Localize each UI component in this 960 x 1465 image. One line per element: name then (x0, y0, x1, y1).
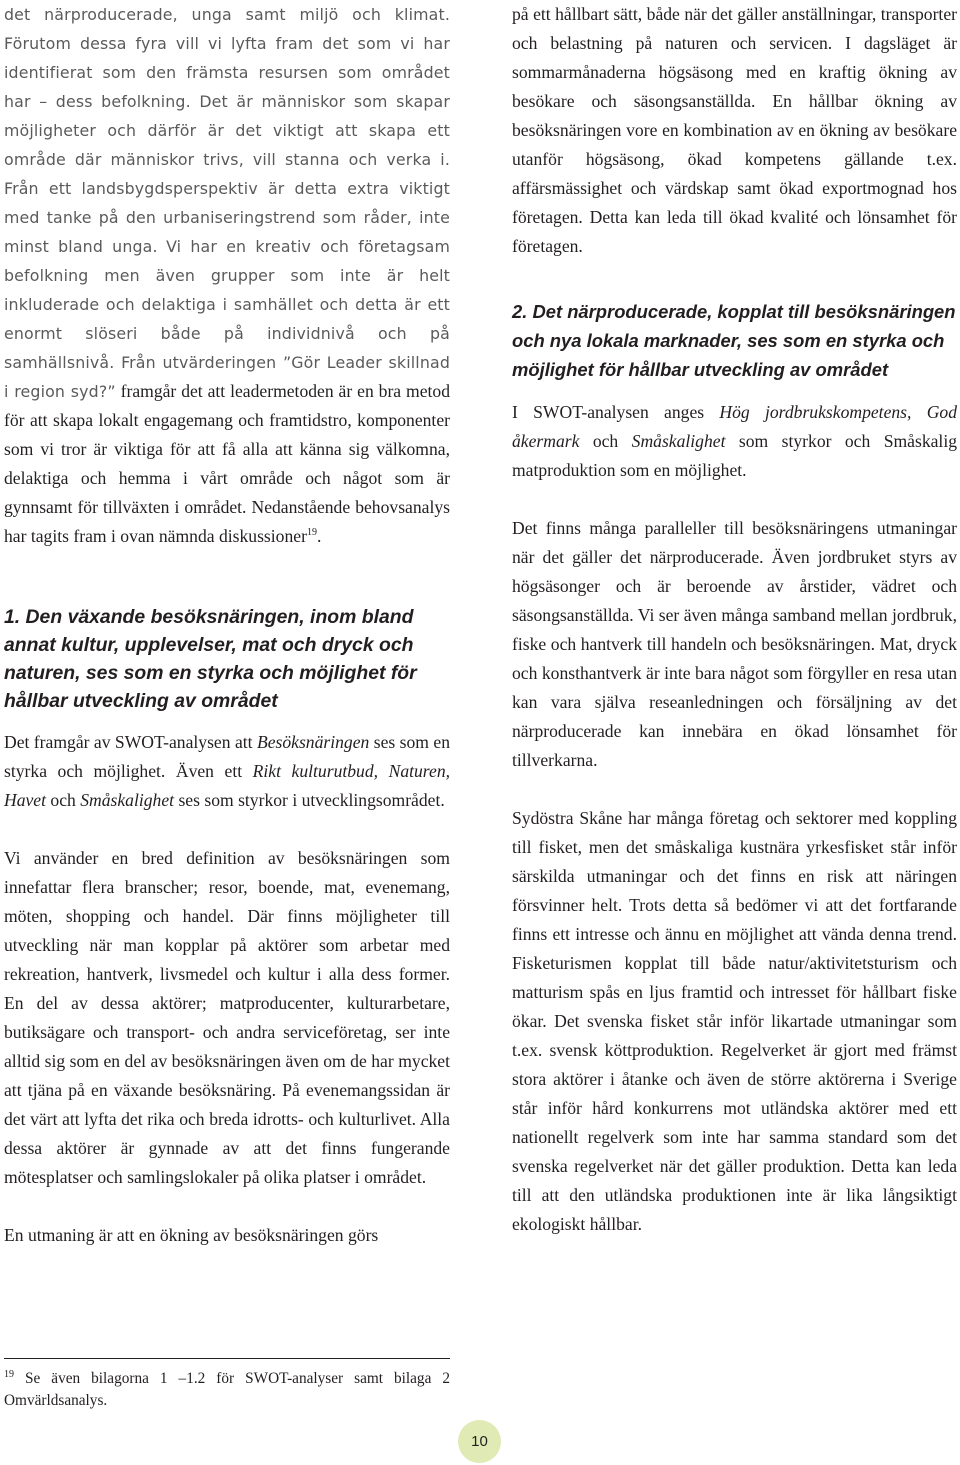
intro-text-end: . (316, 526, 322, 546)
text-run: ses som styrkor i utvecklingsområdet. (174, 790, 445, 810)
italic-term: Småskalighet (80, 790, 175, 810)
page-number-badge: 10 (458, 1420, 501, 1463)
italic-term: Rikt kulturutbud, Naturen, Havet (4, 761, 451, 810)
footnote-text: Se även bilagorna 1 –1.2 för SWOT-analyser samt bilaga 2 Omvärldsanalys. (4, 1370, 451, 1409)
text-run: ses som en styrka och möjlighet. Även ett (4, 732, 450, 781)
text-run: I SWOT-analysen anges (512, 402, 720, 422)
intro-paragraph (4, 0, 450, 551)
text-run: och (579, 431, 632, 451)
intro-text-a: det närproducerade, unga samt miljö och klimat. Förutom dessa fyra vill vi lyfta fram det som vi har identifierat som den främsta resursen som området har – dess befolkning. Det är människor som skapar möjligheter och därför är det viktigt att skapa ett område där människor trivs, vill stanna och verka i. (4, 5, 450, 169)
section1-paragraph-2: Vi använder en bred definition av besöksnäringen som innefattar flera branscher; resor, boende, mat, evenemang, möten, shopping och handel. Där finns möjligheter till utveckling när man kopplar på aktörer som arbetar med rekreation, hantverk, livsmedel och kultur i alla dess former. En del av dessa aktörer; matproducenter, kulturarbetare, butiksägare och transport- och andra serviceföretag, ser inte alltid sig som en del av besöksnäringen även om de har mycket att tjäna på en växande besöksnäring. På evenemangssidan är det värt att lyfta det rika och breda idrotts- och kulturlivet. Alla dessa aktörer är gynnade av att det finns fungerande mötesplatser och samlingslokaler på olika platser i området. (4, 848, 450, 1187)
section2-paragraph-2: Det finns många paralleller till besöksnäringens utmaningar när det gäller det närproducerade. Även jordbruket styrs av högsäsonger och är beroende av årstider, vädret och säsongsanställda. Vi ser även många samband mellan jordbruk, fiske och hantverk till handeln och besöksnäringen. Mat, dryck och konsthantverk är inte bara något som förgyller en resa utan kan vara själva reseanledningen och försäljning av det närproducerade kan innebära en ökad lönsamhet för tillverkarna. (512, 518, 957, 770)
right-column (512, 0, 957, 1239)
text-run: och (46, 790, 81, 810)
section-heading-2: 2. Det närproducerade, kopplat till besöksnäringen och nya lokala marknader, ses som en styrka och möjlighet för hållbar utveckling av området (512, 301, 956, 380)
intro-text-b: Från ett landsbygdsperspektiv är detta extra viktigt med tanke på den urbaniseringstrend som råder, inte minst bland unga. (4, 179, 450, 256)
section1-paragraph-1 (4, 728, 450, 815)
section1-paragraph-3: En utmaning är att en ökning av besöksnäringen görs (4, 1225, 379, 1245)
section-heading-1: 1. Den växande besöksnäringen, inom bland annat kultur, upplevelser, mat och dryck och naturen, ses som en styrka och möjlighet för hållbar utveckling av området (4, 606, 417, 712)
text-run: som styrkor och Småskalig matproduktion som en möjlighet. (512, 431, 957, 480)
footnote (4, 1364, 450, 1412)
section2-paragraph-1 (512, 398, 957, 485)
text-run: Det framgår av SWOT-analysen att (4, 732, 257, 752)
section2-paragraph-3: Sydöstra Skåne har många företag och sektorer med koppling till fisket, men det småskaliga kustnära yrkesfisket står inför särskilda utmaningar och det finns en risk att näringen försvinner helt. Trots detta så bedömer vi att det fortfarande finns ett intresse och ännu en möjlighet att vända denna trend. Fisketurismen kopplat till både natur/aktivitetsturism och matturism spås en ljus framtid och intresset för hållbart fiske ökar. Det svenska fisket står inför likartade utmaningar som t.ex. svensk köttproduktion. Regelverket är gjort med främst stora aktörer i åtanke och även de större aktörerna i Sverige står inför hård konkurrens mot utländska aktörer med ett nationellt regelverk som inte har samma standard som det svenska regelverket när det gäller produktion. Detta kan leda till att den utländska produktionen inte är lika långsiktigt ekologiskt hållbar. (512, 808, 957, 1234)
continued-paragraph: på ett hållbart sätt, både när det gäller anställningar, transporter och belastning på naturen och servicen. I dagsläget är sommarmånaderna högsäsong med en kraftig ökning av besökare och säsongsanställda. En hållbar ökning av besöksnäringen vore en kombination av en ökning av besökare utanför högsäsong, ökad kompetens gällande t.ex. affärsmässighet och värdskap samt ökad exportmognad hos företagen. Detta kan leda till ökad kvalité och lönsamhet för företagen. (512, 4, 957, 256)
italic-term: Hög jordbrukskompetens, God åkermark (512, 402, 957, 451)
intro-text-c: Vi har en kreativ och företagsam befolkning men även grupper som inte är helt inkluderade och delaktiga i samhället och detta är ett enormt slöseri både på individnivå och på samhällsnivå. Från utvärderingen ”Gör Leader skillnad i region syd?” (4, 237, 450, 401)
intro-text-d: framgår det att leadermetoden är en bra metod för att skapa lokalt engagemang och framtidstro, komponenter som vi tror är viktiga för att få alla att känna sig välkomna, delaktiga och hemma i vårt område och något som är gynnsamt för tillväxten i området. Nedanstående behovsanalys har tagits fram i ovan nämnda diskussioner (4, 381, 450, 546)
italic-term: Småskalighet (631, 431, 726, 451)
italic-term: Besöksnäringen (256, 732, 370, 752)
left-column (4, 0, 450, 1250)
footnote-divider (4, 1358, 450, 1359)
footnote-number: 19 (4, 1369, 14, 1380)
footnote-reference[interactable]: 19 (306, 527, 317, 538)
